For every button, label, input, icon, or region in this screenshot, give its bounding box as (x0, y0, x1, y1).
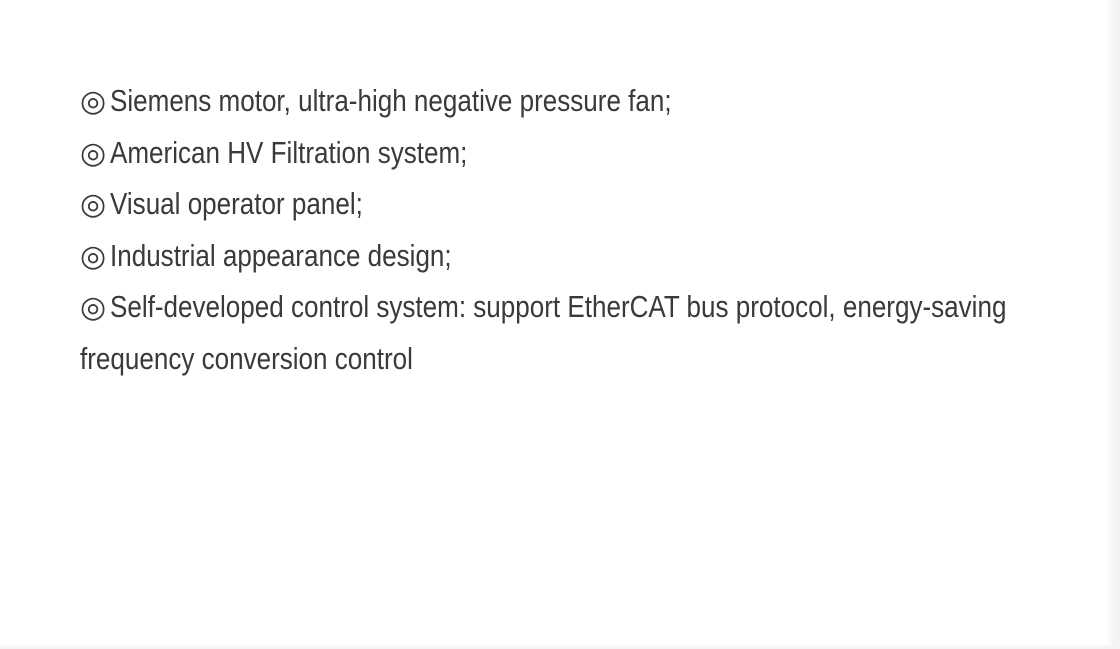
feature-item (80, 127, 1120, 179)
feature-list (80, 75, 1120, 384)
feature-item (80, 75, 1120, 127)
feature-item-text: Siemens motor, ultra-high negative pressure fan; (110, 83, 672, 118)
page-edge-bottom (0, 644, 1120, 649)
feature-item (80, 281, 1120, 333)
feature-item (80, 230, 1120, 282)
bullseye-bullet-icon: ◎ (80, 135, 107, 171)
feature-item-text: American HV Filtration system; (110, 134, 468, 170)
bullseye-bullet-icon: ◎ (80, 238, 107, 274)
feature-item-text: Self-developed control system: support EtherCAT bus protocol, energy-saving (110, 289, 1007, 324)
page-edge-right (1106, 0, 1120, 649)
feature-item-text: frequency conversion control (80, 340, 413, 376)
bullseye-bullet-icon: ◎ (80, 84, 107, 119)
feature-item-text: Industrial appearance design; (110, 237, 452, 273)
bullseye-bullet-icon: ◎ (80, 187, 107, 222)
feature-item (80, 178, 1120, 230)
bullseye-bullet-icon: ◎ (80, 290, 107, 325)
feature-item-text: Visual operator panel; (110, 186, 363, 221)
feature-item-continuation (80, 333, 1120, 385)
